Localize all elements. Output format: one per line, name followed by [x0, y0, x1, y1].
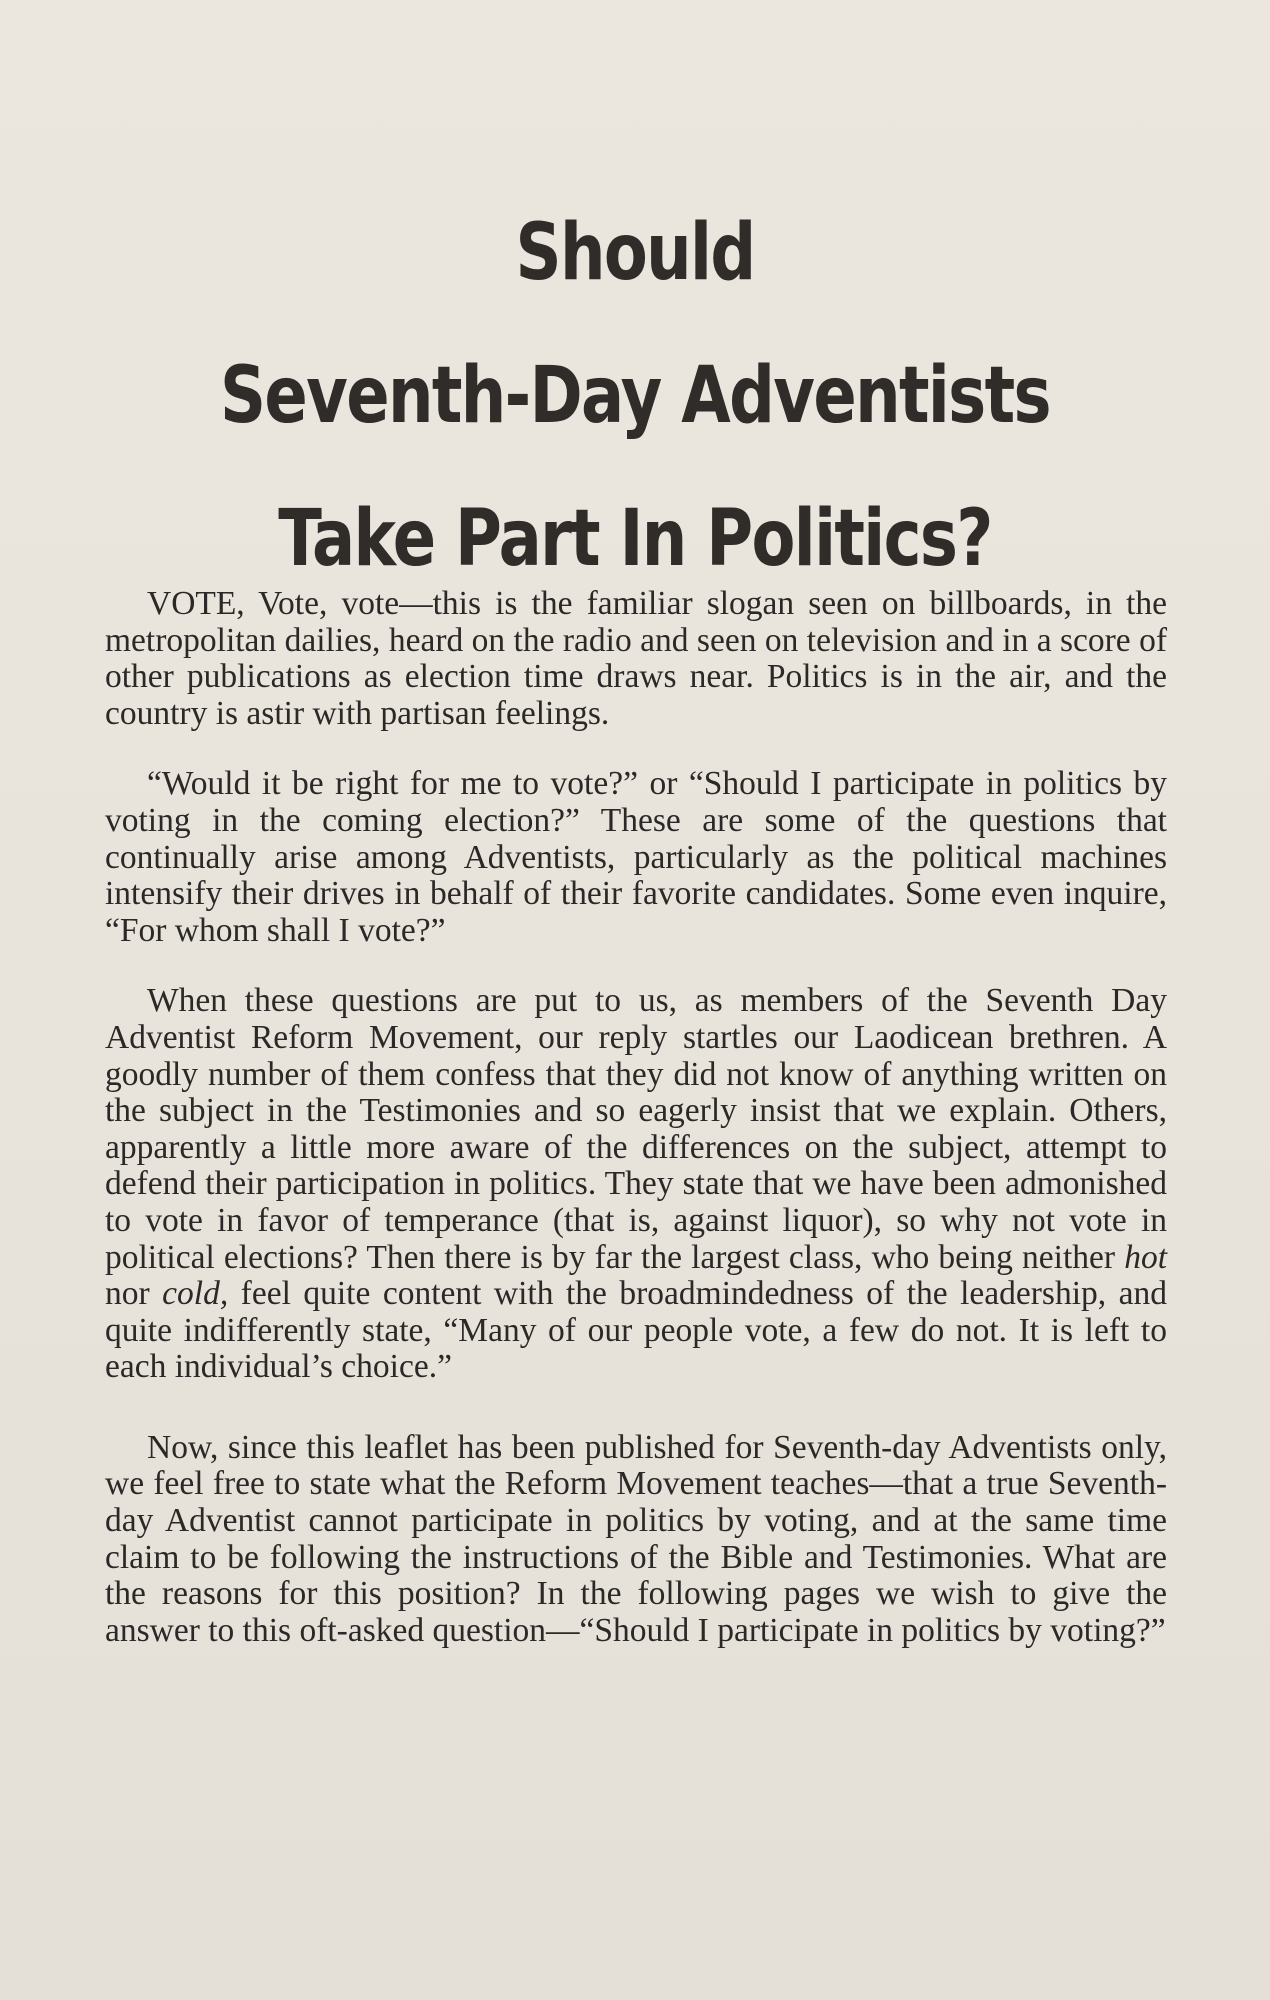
italic-cold: cold,	[162, 1275, 229, 1313]
paragraph-3-text-nor: nor	[105, 1275, 163, 1313]
paragraph-4: Now, since this leaflet has been published for Seventh-day Adventists only, we feel free to state what the Reform Movement teaches—that a true Seventh-day Adventist cannot participate in politics by voting, and at the same time claim to be following the instructions of the Bible and Testimonies. What are the reasons for this position? In the following pages we wish to give the answer to this oft-asked question—“Should I participate in politics by voting?”	[105, 1428, 1167, 1649]
paragraph-3-text-a: When these questions are put to us, as members of the Seventh Day Adventist Reform Movement, our reply startles our Laodicean brethren. A goodly number of them confess that they did not know of anything written on the subject in the Testimonies and so eagerly insist that we explain. Others, apparently a little more aware of the differences on the subject, attempt to defend their participation in politics. They state that we have been admonished to vote in favor of temperance (that is, against liquor), so why not vote in political elections? Then there is by far the largest class, who being neither	[105, 982, 1167, 1276]
paragraph-1: VOTE, Vote, vote—this is the familiar slogan seen on billboards, in the metropolitan dailies, heard on the radio and seen on television and in a score of other publications as election time draws near. Politics is in the air, and the country is astir with partisan feelings.	[105, 585, 1167, 732]
paragraph-3	[105, 983, 1167, 1386]
title-line-2: Seventh-Day Adventists	[220, 351, 1050, 441]
title-line-3: Take Part In Politics?	[278, 494, 992, 584]
paragraph-2: “Would it be right for me to vote?” or “Should I participate in politics by voting in the coming election?” These are some of the questions that continually arise among Adventists, particularly as the political machines intensify their drives in behalf of their favorite candidates. Some even inquire, “For whom shall I vote?”	[105, 765, 1167, 949]
body-text	[105, 586, 1167, 1683]
italic-hot: hot	[1124, 1238, 1167, 1276]
title-line-1: Should	[515, 208, 755, 298]
paragraph-3-text-b: feel quite content with the broadmindedness of the leadership, and quite indifferently state, “Many of our people vote, a few do not. It is left to each individual’s choice.”	[105, 1275, 1167, 1386]
page-title	[114, 182, 1155, 611]
